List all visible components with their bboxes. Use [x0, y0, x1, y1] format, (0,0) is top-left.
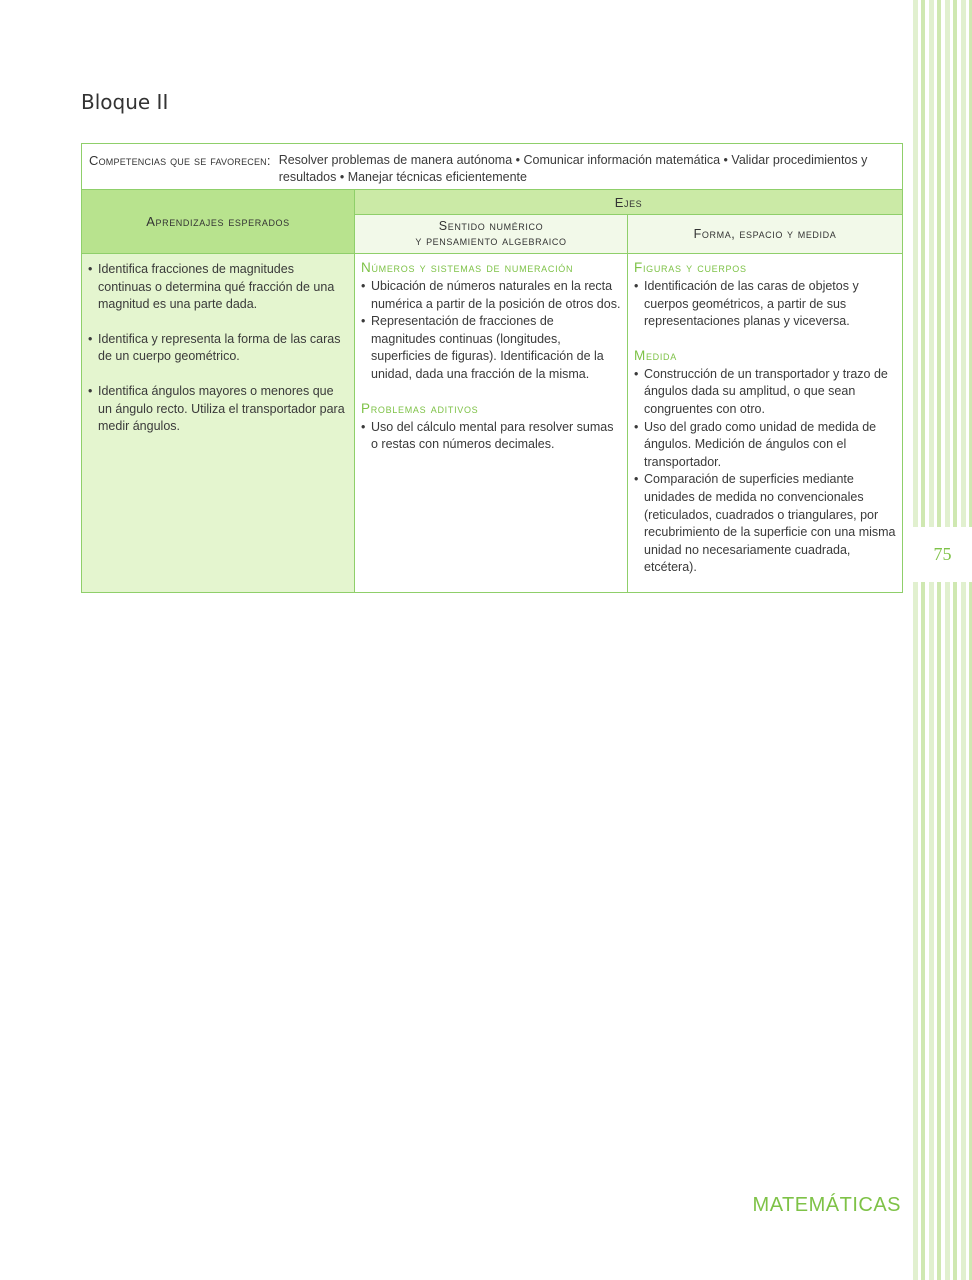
contenido-item: • Comparación de superficies mediante unidades de medida no convencionales (reticulados, cuadrados o triangulares, por recubrimiento de la superficie con una misma unidad no necesariamente cuadrada, etcétera). — [634, 471, 896, 577]
page-title: Bloque II — [81, 90, 169, 114]
page-number: 75 — [933, 544, 952, 564]
sentido-numerico-column — [355, 254, 628, 593]
content-row — [82, 254, 903, 593]
header-forma-espacio: Forma, espacio y medida — [628, 215, 903, 254]
header-sentido-line2: y pensamiento algebraico — [415, 234, 567, 248]
aprendizaje-item: • Identifica y representa la forma de las caras de un cuerpo geométrico. — [88, 331, 348, 366]
numeros-heading: Números y sistemas de numeración — [361, 260, 574, 275]
header-sentido-numerico — [355, 215, 628, 254]
competencias-cell — [82, 144, 903, 190]
aprendizajes-column — [82, 254, 355, 593]
contenido-item: • Identificación de las caras de objetos y cuerpos geométricos, a partir de sus representaciones planas y viceversa. — [634, 278, 896, 331]
subject-footer: MATEMÁTICAS — [752, 1194, 901, 1216]
header-row-1 — [82, 190, 903, 215]
header-ejes: Ejes — [355, 190, 903, 215]
contenido-item: • Representación de fracciones de magnitudes continuas (longitudes, superficies de figuras). Identificación de la unidad, dada una fracción de la misma. — [361, 313, 621, 383]
curriculum-table — [81, 143, 903, 593]
contenido-item: • Construcción de un transportador y trazo de ángulos dada su amplitud, o que sean congruentes con otro. — [634, 366, 896, 419]
competencias-row — [82, 144, 903, 190]
contenido-item: • Uso del grado como unidad de medida de ángulos. Medición de ángulos con el transportador. — [634, 419, 896, 472]
decorative-side-stripes — [913, 0, 972, 1280]
aprendizaje-item: • Identifica fracciones de magnitudes continuas o determina qué fracción de una magnitud es una parte dada. — [88, 261, 348, 314]
figuras-heading: Figuras y cuerpos — [634, 260, 747, 275]
page-number-tab — [913, 527, 972, 582]
medida-heading: Medida — [634, 347, 677, 363]
problemas-heading: Problemas aditivos — [361, 400, 479, 416]
contenido-item: • Uso del cálculo mental para resolver sumas o restas con números decimales. — [361, 419, 621, 454]
competencias-text: Resolver problemas de manera autónoma • Comunicar información matemática • Validar procedimientos y resultados • Manejar técnicas eficientemente — [278, 153, 868, 184]
header-aprendizajes: Aprendizajes esperados — [82, 190, 355, 254]
contenido-item: • Ubicación de números naturales en la recta numérica a partir de la posición de otros dos. — [361, 278, 621, 313]
header-sentido-line1: Sentido numérico — [438, 219, 544, 233]
competencias-label: Competencias que se favorecen: — [89, 153, 271, 168]
forma-espacio-column — [628, 254, 903, 593]
aprendizaje-item: • Identifica ángulos mayores o menores que un ángulo recto. Utiliza el transportador para medir ángulos. — [88, 383, 348, 436]
